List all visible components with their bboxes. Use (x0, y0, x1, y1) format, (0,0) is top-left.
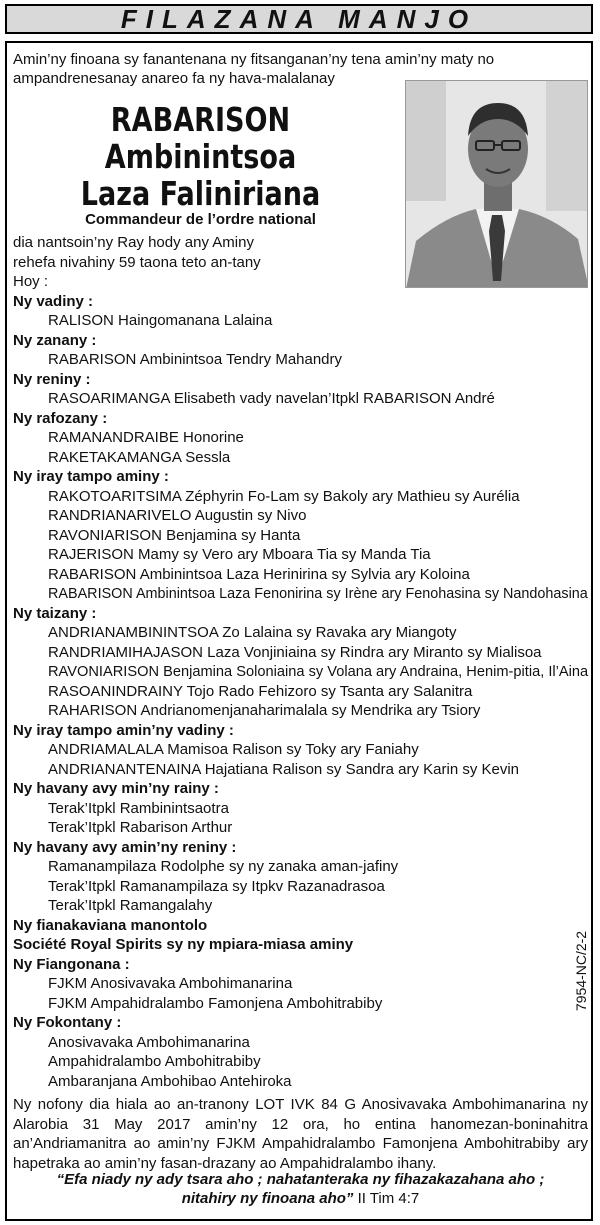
company-line: Société Royal Spirits sy ny mpiara-miasa aminy (13, 936, 354, 953)
list-item: RAKOTOARITSIMA Zéphyrin Fo-Lam sy Bakoly ary Mathieu sy Aurélia (48, 488, 520, 505)
list-item: RABARISON Ambinintsoa Tendry Mahandry (48, 351, 343, 368)
portrait-illustration (406, 81, 588, 288)
section-heading-mother: Ny reniny : (13, 371, 91, 388)
list-item: Anosivavaka Ambohimanarina (48, 1034, 250, 1051)
deceased-surname: RABARISON (110, 100, 291, 139)
deceased-given-name: Ambinintsoa (104, 137, 297, 176)
list-item: RANDRIANARIVELO Augustin sy Nivo (48, 507, 307, 524)
list-item: RAJERISON Mamy sy Vero ary Mboara Tia sy Manda Tia (48, 546, 431, 563)
list-item: ANDRIANAMBININTSOA Zo Lalaina sy Ravaka ary Miangoty (48, 624, 457, 641)
notice-title: FILAZANA MANJO (120, 4, 478, 34)
list-item: RASOANINDRAINY Tojo Rado Fehizoro sy Tsanta ary Salanitra (48, 683, 473, 700)
list-item: Ramanampilaza Rodolphe sy ny zanaka aman-jafiny (48, 858, 399, 875)
quote-line-2: nitahiry ny finoana aho” (181, 1190, 354, 1207)
section-heading-children: Ny zanany : (13, 332, 97, 349)
ad-reference-code (572, 926, 590, 1016)
deceased-honor-title: Commandeur de l’ordre national (85, 211, 316, 228)
quote-line-2-wrapper (13, 1189, 588, 1208)
family-line: Ny fianakaviana manontolo (13, 917, 208, 934)
section-heading-in-laws: Ny rafozany : (13, 410, 108, 427)
section-heading-spouse-siblings: Ny iray tampo amin’ny vadiny : (13, 722, 234, 739)
list-item: RAHARISON Andrianomenjanaharimalala sy Mendrika ary Tsiory (48, 702, 481, 719)
list-item: FJKM Ampahidralambo Famonjena Ambohitrabiby (48, 995, 383, 1012)
quote-reference: II Tim 4:7 (357, 1190, 420, 1207)
detail-line: dia nantsoin’ny Ray hody any Aminy (13, 234, 254, 251)
list-item: Terak’Itpkl Rabarison Arthur (48, 819, 233, 836)
section-heading-neighborhood: Ny Fokontany : (13, 1014, 122, 1031)
section-heading-maternal-relatives: Ny havany avy amin’ny reniny : (13, 839, 237, 856)
list-item: RAVONIARISON Benjamina sy Hanta (48, 527, 301, 544)
list-item: FJKM Anosivavaka Ambohimanarina (48, 975, 293, 992)
list-item: Terak’Itpkl Rambinintsaotra (48, 800, 229, 817)
list-item: Terak’Itpkl Ramanampilaza sy Itpkv Razanadrasoa (48, 878, 385, 895)
detail-line: Hoy : (13, 273, 49, 290)
detail-line: rehefa nivahiny 59 taona teto an-tany (13, 254, 261, 271)
portrait-photo (405, 80, 588, 288)
ad-reference-code-text: 7954-NC/2-2 (573, 930, 589, 1012)
list-item: RABARISON Ambinintsoa Laza Herinirina sy Sylvia ary Koloina (48, 566, 470, 583)
list-item: ANDRIANANTENAINA Hajatiana Ralison sy Sandra ary Karin sy Kevin (48, 761, 520, 778)
funeral-details: Ny nofony dia hiala ao an-tranony LOT IVK 84 G Anosivavaka Ambohimanarina ny Alarobia 31 May 2017 amin’ny 12 ora, ho entina hanomezan-boninahitra an’Andriamanitra ao amin’ny FJKM Ampahidralambo Famonjena Ambohitrabiby ary hapetraka ao amin’ny fasan-drazany ao Ampahidralambo ihany. (13, 1096, 588, 1172)
section-heading-nephews: Ny taizany : (13, 605, 97, 622)
section-heading-paternal-relatives: Ny havany avy min’ny rainy : (13, 780, 219, 797)
list-item: ANDRIAMALALA Mamisoa Ralison sy Toky ary Faniahy (48, 741, 419, 758)
list-item: Terak’Itpkl Ramangalahy (48, 897, 213, 914)
list-item: Ampahidralambo Ambohitrabiby (48, 1053, 261, 1070)
list-item: RAMANANDRAIBE Honorine (48, 429, 244, 446)
bible-quote (13, 1170, 588, 1208)
list-item: RASOARIMANGA Elisabeth vady navelan’Itpkl RABARISON André (48, 390, 495, 407)
list-item: RAKETAKAMANGA Sessla (48, 449, 231, 466)
list-item: RANDRIAMIHAJASON Laza Vonjiniaina sy Rindra ary Miranto sy Mialisoa (48, 644, 542, 661)
quote-line-1: “Efa niady ny ady tsara aho ; nahatanteraka ny fihazakazahana aho ; (56, 1171, 545, 1188)
notice-header (5, 4, 593, 34)
list-item: Ambaranjana Ambohibao Antehiroka (48, 1073, 292, 1090)
intro-text: Amin’ny finoana sy fanantenana ny fitsanganan’ny tena amin’ny maty no ampandrenesanay anareo fa ny hava-malalanay (13, 51, 495, 87)
list-item: RAVONIARISON Benjamina Soloniaina sy Volana ary Andraina, Henim-pitia, Il’Aina (48, 663, 589, 680)
section-heading-church: Ny Fiangonana : (13, 956, 130, 973)
deceased-other-names: Laza Faliniriana (80, 174, 321, 213)
list-item: RALISON Haingomanana Lalaina (48, 312, 273, 329)
section-heading-siblings: Ny iray tampo aminy : (13, 468, 169, 485)
section-heading-spouse: Ny vadiny : (13, 293, 94, 310)
list-item: RABARISON Ambinintsoa Laza Fenonirina sy Irène ary Fenohasina sy Nandohasina (48, 585, 588, 602)
